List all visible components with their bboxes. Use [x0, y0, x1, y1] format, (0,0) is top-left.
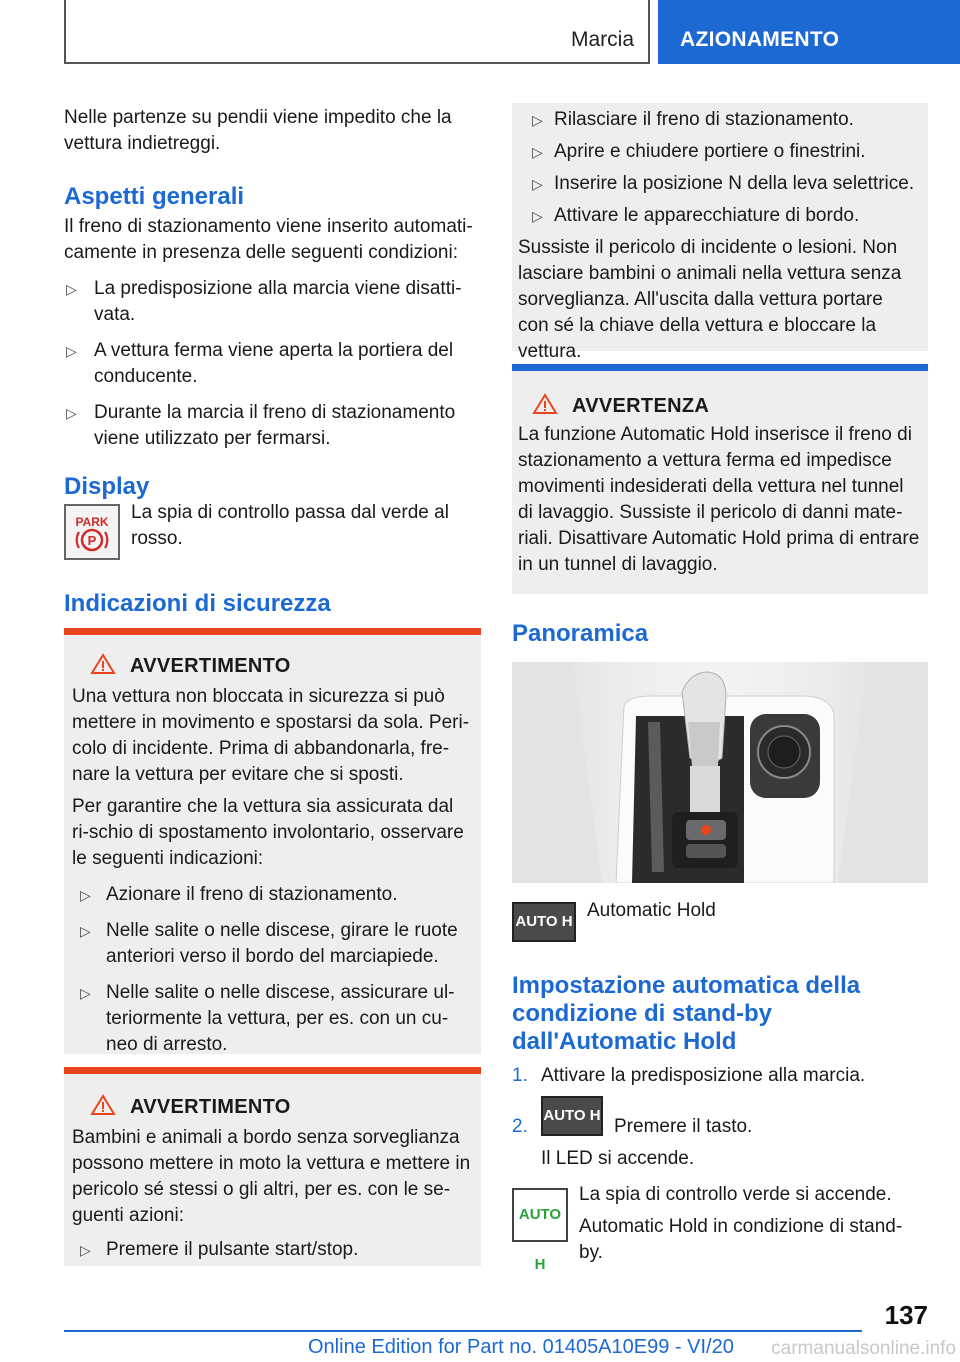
triangle-bullet-icon: ▷: [532, 144, 543, 160]
step-number: 1.: [512, 1065, 528, 1086]
notice-box: [512, 364, 928, 594]
footer-edition: Online Edition for Part no. 01405A10E99 - VI/20: [308, 1336, 734, 1358]
left-column: [64, 105, 474, 502]
park-label: PARK: [75, 515, 109, 529]
center-console-photo: [512, 662, 928, 883]
warning-paragraph: Bambini e animali a bordo senza sorveglianza possono mettere in moto la vettura e mettere in pericolo sé stessi o gli altri, per es. con le se-guenti azioni:: [72, 1127, 471, 1226]
page-number: 137: [884, 1300, 928, 1330]
list-item: ▷ La predisposizione alla marcia viene disatti-vata.: [66, 278, 462, 325]
warning-paragraph: Una vettura non bloccata in sicurezza si può mettere in movimento e spostarsi da sola. Peri-colo di incidente. Prima di abbandonarla, fre-nare la vettura per evitare che si sposti.: [72, 686, 470, 785]
warning-title-row: [90, 1094, 471, 1121]
list-item: ▷ Durante la marcia il freno di stazionamento viene utilizzato per fermarsi.: [66, 402, 456, 449]
auto-hold-button-icon: AUTO H: [512, 902, 576, 942]
step-item: 1. Attivare la predisposizione alla marcia.: [512, 1063, 928, 1089]
triangle-bullet-icon: ▷: [66, 281, 77, 297]
watermark: carmanualsonline.info: [771, 1338, 956, 1359]
warning-title: AVVERTIMENTO: [130, 655, 291, 677]
notice-title-row: [532, 393, 920, 420]
triangle-bullet-icon: ▷: [80, 887, 91, 903]
section-title: Marcia: [570, 28, 634, 51]
warning-triangle-icon: [90, 653, 116, 675]
step-text-2: Premere il tasto.: [614, 1116, 753, 1137]
warning-continuation-box: [512, 103, 928, 362]
triangle-bullet-icon: ▷: [66, 343, 77, 359]
warning-box-1: [64, 628, 481, 1054]
indicator-text: [579, 1182, 924, 1266]
triangle-bullet-icon: ▷: [66, 405, 77, 421]
triangle-bullet-icon: ▷: [80, 923, 91, 939]
auto-hold-caption: Automatic Hold: [587, 900, 716, 921]
steps-list: [512, 1063, 928, 1089]
list-item: ▷ Attivare le apparecchiature di bordo.: [518, 203, 918, 229]
list-item: ▷ Aprire e chiudere portiere o finestrini.: [518, 139, 918, 165]
safety-heading: Indicazioni di sicurezza: [64, 590, 331, 617]
setting-heading: Impostazione automatica della condizione di stand-by dall'Automatic Hold: [512, 972, 861, 1055]
indicator-line: Automatic Hold in condizione di stand-by.: [579, 1216, 903, 1263]
chapter-tab[interactable]: [658, 0, 960, 64]
list-item: ▷ A vettura ferma viene aperta la portiera del conducente.: [66, 340, 454, 387]
notice-title: AVVERTENZA: [572, 395, 710, 417]
header-frame: [64, 0, 650, 64]
general-paragraph: Il freno di stazionamento viene inserito automati-camente in presenza delle seguenti condizioni:: [64, 216, 473, 263]
warning-box-2: [64, 1067, 481, 1266]
list-item: ▷ Nelle salite o nelle discese, girare le ruote anteriori verso il bordo del marciapiede.: [80, 920, 458, 967]
led-text: Il LED si accende.: [541, 1148, 695, 1169]
triangle-bullet-icon: ▷: [532, 176, 543, 192]
warning-triangle-icon: [532, 393, 558, 415]
warning-title-row: [90, 653, 471, 680]
park-letter: P: [87, 533, 97, 548]
warning-paragraph: Per garantire che la vettura sia assicurata dal ri-schio di spostamento involontario, osservare le seguenti indicazioni:: [72, 796, 464, 869]
indicator-line: La spia di controllo verde si accende.: [579, 1184, 892, 1205]
general-heading: Aspetti generali: [64, 183, 245, 210]
warning-triangle-icon: [90, 1094, 116, 1116]
list-item: ▷ Nelle salite o nelle discese, assicurare ul-teriormente la vettura, per es. con un cu-neo di arresto.: [80, 982, 455, 1055]
triangle-bullet-icon: ▷: [532, 112, 543, 128]
list-item: ▷ Rilasciare il freno di stazionamento.: [518, 107, 918, 133]
warning-title: AVVERTIMENTO: [130, 1096, 291, 1118]
notice-paragraph: La funzione Automatic Hold inserisce il freno di stazionamento a vettura ferma ed impedisce movimenti indesiderati della vettura nel tunnel di lavaggio. Sussiste il pericolo di danni mate-riali. Disattivare Automatic Hold prima di entrare in un tunnel di lavaggio.: [518, 424, 920, 575]
triangle-bullet-icon: ▷: [80, 1242, 91, 1258]
safety-heading-wrap: [64, 589, 474, 619]
list-item: ▷ Azionare il freno di stazionamento.: [72, 882, 471, 908]
display-paragraph: La spia di controllo passa dal verde al rosso.: [131, 502, 449, 549]
warning-paragraph: Sussiste il pericolo di incidente o lesioni. Non lasciare bambini o animali nella vettura senza sorveglianza. All'uscita dalla vettura portare con sé la chiave della vettura e bloccare la vettura.: [518, 237, 902, 362]
auto-hold-green-indicator-icon: AUTO H: [512, 1188, 568, 1242]
triangle-bullet-icon: ▷: [532, 208, 543, 224]
list-item: ▷ Inserire la posizione N della leva selettrice.: [518, 171, 918, 197]
list-item: ▷ Premere il pulsante start/stop.: [72, 1237, 471, 1263]
display-heading: Display: [64, 473, 150, 500]
chapter-title: AZIONAMENTO: [680, 28, 840, 51]
overview-heading: Panoramica: [512, 620, 649, 647]
intro-paragraph: Nelle partenze su pendii viene impedito che la vettura indietreggi.: [64, 107, 452, 154]
footer-divider: [64, 1330, 862, 1332]
triangle-bullet-icon: ▷: [80, 985, 91, 1001]
auto-hold-button-icon: AUTO H: [541, 1096, 603, 1136]
park-indicator-icon: [64, 504, 120, 560]
step-number-2: 2.: [512, 1116, 528, 1137]
